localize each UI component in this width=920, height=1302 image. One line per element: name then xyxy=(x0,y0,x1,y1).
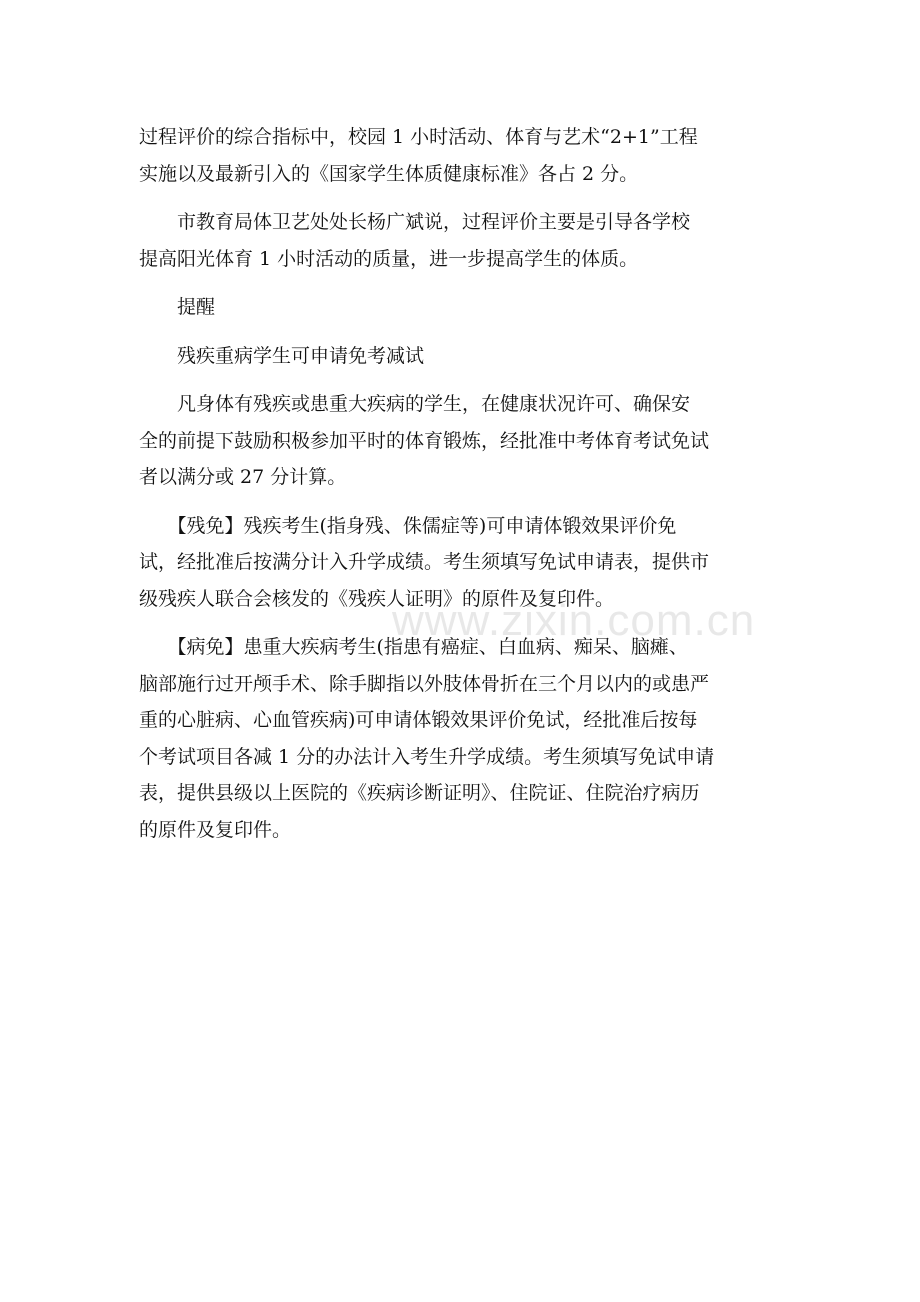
text-line: 凡身体有残疾或患重大疾病的学生，在健康状况许可、确保安 xyxy=(139,393,691,415)
text-line: 提高阳光体育 1 小时活动的质量，进一步提高学生的体质。 xyxy=(139,247,639,270)
paragraph-illness-exemption xyxy=(139,629,789,848)
text-line: 者以满分或 27 分计算。 xyxy=(139,466,347,488)
text-line: 的原件及复印件。 xyxy=(139,818,292,841)
text-line: 实施以及最新引入的《国家学生体质健康标准》各占 2 分。 xyxy=(139,162,639,185)
document-body xyxy=(139,119,789,860)
text-line: 【残免】残疾考生(指身残、侏儒症等)可申请体锻效果评价免 xyxy=(139,514,677,537)
text-line: 表，提供县级以上医院的《疾病诊断证明》、住院证、住院治疗病历 xyxy=(139,782,700,804)
text-line: 全的前提下鼓励积极参加平时的体育锻炼，经批准中考体育考试免试 xyxy=(139,429,710,452)
text-line: 试，经批准后按满分计入升学成绩。考生须填写免试申请表，提供市 xyxy=(139,551,710,573)
watermark: www.zixin.com.cn xyxy=(392,596,756,645)
text-line: 提醒 xyxy=(139,296,216,318)
paragraph-subheading xyxy=(139,338,789,375)
text-line: 脑部施行过开颅手术、除手脚指以外肢体骨折在三个月以内的或患严 xyxy=(139,672,710,695)
text-line: 级残疾人联合会核发的《残疾人证明》的原件及复印件。 xyxy=(139,587,615,610)
text-line: 【病免】患重大疾病考生(指患有癌症、白血病、痴呆、脑瘫、 xyxy=(139,636,688,658)
text-line: 市教育局体卫艺处处长杨广斌说，过程评价主要是引导各学校 xyxy=(139,211,691,233)
paragraph-reminder-heading xyxy=(139,289,789,326)
paragraph-process-evaluation xyxy=(139,119,789,192)
text-line: 残疾重病学生可申请免考减试 xyxy=(139,344,425,367)
text-line: 重的心脏病、心血管疾病)可申请体锻效果评价免试，经批准后按每 xyxy=(139,709,698,731)
text-line: 过程评价的综合指标中，校园 1 小时活动、体育与艺术“2+1”工程 xyxy=(139,126,698,148)
text-line: 个考试项目各减 1 分的办法计入考生升学成绩。考生须填写免试申请 xyxy=(139,745,715,768)
paragraph-official-quote xyxy=(139,204,789,277)
paragraph-exemption-intro xyxy=(139,386,789,496)
